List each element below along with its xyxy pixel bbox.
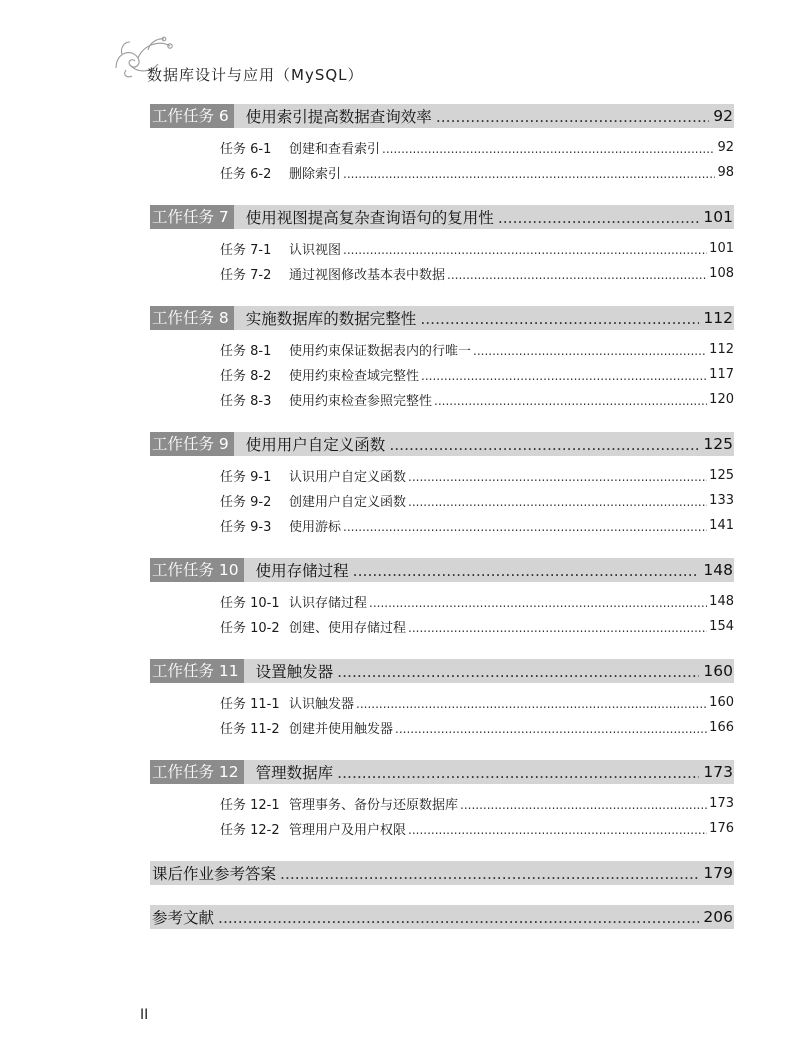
- task-page: 125: [709, 468, 734, 483]
- appendix-page: 179: [703, 864, 733, 882]
- task-label: 任务 9-3: [220, 520, 272, 535]
- spacer: [150, 185, 734, 205]
- spacer: [150, 929, 734, 949]
- leader-dots: [356, 698, 707, 710]
- task-entry[interactable]: [150, 791, 734, 816]
- chapter-label: 工作任务 11: [150, 659, 244, 683]
- leader-dots: [395, 723, 707, 735]
- task-page: 92: [717, 140, 734, 155]
- spacer: [150, 683, 734, 690]
- task-entry[interactable]: [150, 589, 734, 614]
- leader-dots: [420, 312, 699, 328]
- chapter-title: 使用视图提高复杂查询语句的复用性: [245, 209, 494, 227]
- leader-dots: [337, 766, 699, 782]
- task-label: 任务 8-3: [220, 394, 272, 409]
- leader-dots: [343, 168, 715, 180]
- task-label: 任务 8-1: [220, 344, 272, 359]
- leader-dots: [408, 471, 707, 483]
- appendix-entry[interactable]: [150, 861, 734, 885]
- chapter-entry[interactable]: [150, 558, 734, 582]
- task-label: 任务 6-2: [220, 167, 272, 182]
- leader-dots: [447, 269, 707, 281]
- task-entry[interactable]: [150, 690, 734, 715]
- chapter-page: 160: [703, 662, 733, 680]
- task-label: 任务 9-1: [220, 470, 272, 485]
- chapter-label: 工作任务 10: [150, 558, 244, 582]
- leader-dots: [408, 622, 707, 634]
- task-title: 创建并使用触发器: [289, 722, 394, 737]
- leader-dots: [498, 211, 700, 227]
- task-title: 认识触发器: [289, 697, 355, 712]
- task-title: 创建、使用存储过程: [289, 621, 407, 636]
- task-title: 管理事务、备份与还原数据库: [289, 798, 459, 813]
- leader-dots: [337, 665, 699, 681]
- appendix-page: 206: [703, 908, 733, 926]
- chapter-entry[interactable]: [150, 205, 734, 229]
- task-title: 使用游标: [289, 520, 342, 535]
- task-page: 101: [709, 241, 734, 256]
- leader-dots: [460, 799, 707, 811]
- chapter-label: 工作任务 12: [150, 760, 244, 784]
- task-title: 认识存储过程: [289, 596, 368, 611]
- task-page: 160: [709, 695, 734, 710]
- task-title: 创建用户自定义函数: [289, 495, 407, 510]
- leader-dots: [408, 496, 707, 508]
- chapter-entry[interactable]: [150, 104, 734, 128]
- chapter-page: 101: [703, 208, 733, 226]
- task-label: 任务 6-1: [220, 142, 272, 157]
- task-title: 认识用户自定义函数: [289, 470, 407, 485]
- chapter-entry[interactable]: [150, 760, 734, 784]
- spacer: [150, 286, 734, 306]
- task-label: 任务 10-1: [220, 596, 280, 611]
- leader-dots: [343, 244, 707, 256]
- book-title: 数据库设计与应用（MySQL）: [147, 66, 364, 84]
- leader-dots: [408, 824, 707, 836]
- chapter-page: 92: [713, 107, 733, 125]
- chapter-label: 工作任务 8: [150, 306, 234, 330]
- task-entry[interactable]: [150, 261, 734, 286]
- spacer: [150, 639, 734, 659]
- task-page: 120: [709, 392, 734, 407]
- task-entry[interactable]: [150, 488, 734, 513]
- task-entry[interactable]: [150, 337, 734, 362]
- task-label: 任务 11-2: [220, 722, 280, 737]
- task-page: 112: [709, 342, 734, 357]
- spacer: [150, 885, 734, 905]
- task-label: 任务 9-2: [220, 495, 272, 510]
- task-page: 166: [709, 720, 734, 735]
- leader-dots: [280, 867, 699, 883]
- task-entry[interactable]: [150, 715, 734, 740]
- table-of-contents: [150, 104, 734, 949]
- chapter-title: 实施数据库的数据完整性: [245, 310, 417, 328]
- spacer: [150, 740, 734, 760]
- task-title: 创建和查看索引: [289, 142, 381, 157]
- appendix-title: 课后作业参考答案: [152, 865, 277, 883]
- task-entry[interactable]: [150, 362, 734, 387]
- task-page: 98: [717, 165, 734, 180]
- chapter-title: 管理数据库: [255, 764, 334, 782]
- chapter-page: 148: [703, 561, 733, 579]
- task-entry[interactable]: [150, 614, 734, 639]
- task-label: 任务 12-1: [220, 798, 280, 813]
- leader-dots: [353, 564, 700, 580]
- task-label: 任务 7-1: [220, 243, 272, 258]
- task-label: 任务 10-2: [220, 621, 280, 636]
- task-page: 173: [709, 796, 734, 811]
- spacer: [150, 229, 734, 236]
- task-title: 认识视图: [289, 243, 342, 258]
- leader-dots: [382, 143, 715, 155]
- leader-dots: [473, 345, 707, 357]
- chapter-title: 设置触发器: [255, 663, 334, 681]
- spacer: [150, 330, 734, 337]
- task-entry[interactable]: [150, 135, 734, 160]
- task-entry[interactable]: [150, 513, 734, 538]
- spacer: [150, 412, 734, 432]
- task-page: 148: [709, 594, 734, 609]
- task-entry[interactable]: [150, 463, 734, 488]
- leader-dots: [421, 370, 707, 382]
- task-label: 任务 7-2: [220, 268, 272, 283]
- task-title: 删除索引: [289, 167, 342, 182]
- task-label: 任务 8-2: [220, 369, 272, 384]
- task-page: 108: [709, 266, 734, 281]
- task-page: 117: [709, 367, 734, 382]
- task-page: 176: [709, 821, 734, 836]
- appendix-title: 参考文献: [152, 909, 215, 927]
- leader-dots: [218, 911, 699, 927]
- chapter-entry[interactable]: [150, 659, 734, 683]
- chapter-title: 使用存储过程: [255, 562, 349, 580]
- chapter-label: 工作任务 7: [150, 205, 234, 229]
- spacer: [150, 841, 734, 861]
- chapter-entry[interactable]: [150, 432, 734, 456]
- task-title: 使用约束检查参照完整性: [289, 394, 433, 409]
- task-page: 154: [709, 619, 734, 634]
- task-title: 使用约束检查域完整性: [289, 369, 420, 384]
- task-page: 133: [709, 493, 734, 508]
- task-entry[interactable]: [150, 236, 734, 261]
- leader-dots: [369, 597, 707, 609]
- task-entry[interactable]: [150, 387, 734, 412]
- spacer: [150, 538, 734, 558]
- task-title: 使用约束保证数据表内的行唯一: [289, 344, 472, 359]
- chapter-label: 工作任务 9: [150, 432, 234, 456]
- chapter-page: 173: [703, 763, 733, 781]
- spacer: [150, 784, 734, 791]
- chapter-entry[interactable]: [150, 306, 734, 330]
- spacer: [150, 582, 734, 589]
- leader-dots: [343, 521, 707, 533]
- leader-dots: [436, 110, 709, 126]
- task-entry[interactable]: [150, 160, 734, 185]
- task-page: 141: [709, 518, 734, 533]
- spacer: [150, 128, 734, 135]
- spacer: [150, 456, 734, 463]
- chapter-title: 使用用户自定义函数: [245, 436, 386, 454]
- task-title: 管理用户及用户权限: [289, 823, 407, 838]
- page-number: II: [140, 1007, 149, 1023]
- chapter-page: 112: [703, 309, 733, 327]
- task-title: 通过视图修改基本表中数据: [289, 268, 446, 283]
- leader-dots: [434, 395, 707, 407]
- chapter-label: 工作任务 6: [150, 104, 234, 128]
- task-entry[interactable]: [150, 816, 734, 841]
- chapter-title: 使用索引提高数据查询效率: [245, 108, 432, 126]
- task-label: 任务 11-1: [220, 697, 280, 712]
- task-label: 任务 12-2: [220, 823, 280, 838]
- chapter-page: 125: [703, 435, 733, 453]
- appendix-entry[interactable]: [150, 905, 734, 929]
- leader-dots: [389, 438, 699, 454]
